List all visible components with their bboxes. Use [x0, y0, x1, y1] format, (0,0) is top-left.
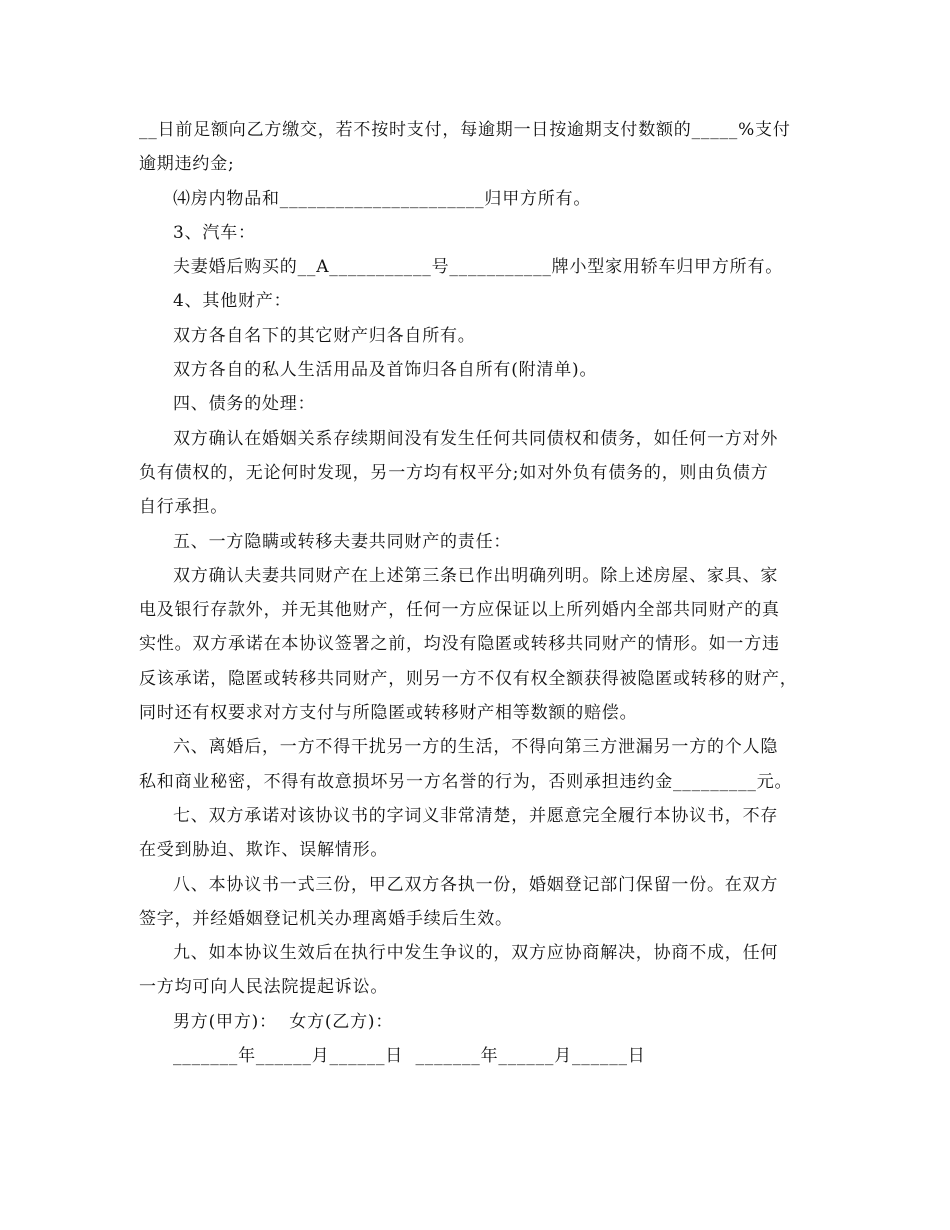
paragraph-line: 3、汽车： [173, 222, 256, 243]
paragraph-line: 电及银行存款外，并无其他财产，任何一方应保证以上所列婚内全部共同财产的真 [139, 600, 780, 621]
paragraph-line: 一方均可向人民法院提起诉讼。 [139, 977, 389, 998]
paragraph-line: 五、一方隐瞒或转移夫妻共同财产的责任： [173, 531, 512, 552]
paragraph-line: 双方确认在婚姻关系存续期间没有发生任何共同债权和债务，如任何一方对外 [173, 428, 779, 449]
paragraph-p8 [139, 387, 829, 421]
paragraph-p7 [139, 353, 829, 387]
paragraph-p3 [139, 216, 829, 250]
paragraph-p5 [139, 284, 829, 318]
paragraph-line: 四、债务的处理： [173, 394, 316, 415]
paragraph-line: 夫妻婚后购买的__A___________号___________牌小型家用轿车归甲方所有。 [173, 257, 784, 278]
paragraph-p11 [139, 559, 829, 730]
paragraph-line: 实性。双方承诺在本协议签署之前，均没有隐匿或转移共同财产的情形。如一方违 [139, 634, 780, 655]
paragraph-line: 双方各自的私人生活用品及首饰归各自所有(附清单)。 [173, 360, 598, 381]
paragraph-p13 [139, 799, 829, 868]
paragraph-line: 逾期违约金; [139, 154, 235, 175]
paragraph-line: 七、双方承诺对该协议书的字词义非常清楚，并愿意完全履行本协议书，不存 [173, 805, 779, 826]
paragraph-p10 [139, 525, 829, 559]
paragraph-line: 双方确认夫妻共同财产在上述第三条已作出明确列明。除上述房屋、家具、家 [173, 565, 779, 586]
paragraph-p14 [139, 868, 829, 937]
paragraph-line: 在受到胁迫、欺诈、误解情形。 [139, 840, 389, 861]
paragraph-line: 九、如本协议生效后在执行中发生争议的，双方应协商解决，协商不成，任何 [173, 943, 779, 964]
paragraph-line: 签字，并经婚姻登记机关办理离婚手续后生效。 [139, 908, 513, 929]
paragraph-line: 同时还有权要求对方支付与所隐匿或转移财产相等数额的赔偿。 [139, 703, 638, 724]
paragraph-line: 负有债权的，无论何时发现，另一方均有权平分;如对外负有债务的，则由负债方 [139, 462, 769, 483]
paragraph-p12 [139, 730, 829, 799]
paragraph-p6 [139, 319, 829, 353]
paragraph-line: 双方各自名下的其它财产归各自所有。 [173, 325, 476, 346]
paragraph-p1 [139, 113, 829, 182]
paragraph-line: 六、离婚后，一方不得干扰另一方的生活，不得向第三方泄漏另一方的个人隐 [173, 737, 779, 758]
signature-date-line: _______年______月______日 _______年______月______日 [173, 1046, 646, 1067]
paragraph-line: ⑷房内物品和______________________归甲方所有。 [173, 188, 592, 209]
paragraph-p15 [139, 936, 829, 1005]
paragraph-line: __日前足额向乙方缴交，若不按时支付，每逾期一日按逾期支付数额的_____%支付 [139, 120, 791, 140]
paragraph-line: 4、其他财产： [173, 291, 292, 312]
paragraph-line: 自行承担。 [139, 497, 228, 518]
paragraph-line: 反该承诺，隐匿或转移共同财产，则另一方不仅有权全额获得被隐匿或转移的财产， [139, 668, 798, 689]
paragraph-line: 八、本协议书一式三份，甲乙双方各执一份，婚姻登记部门保留一份。在双方 [173, 874, 779, 895]
paragraph-p9 [139, 422, 829, 525]
paragraph-p2 [139, 182, 829, 216]
signature-labels: 男方(甲方)： 女方(乙方)： [173, 1011, 394, 1032]
paragraph-line: 私和商业秘密，不得有故意损坏另一方名誉的行为，否则承担违约金_________元。 [139, 771, 793, 792]
paragraph-p4 [139, 250, 829, 284]
document-body [139, 113, 829, 1073]
